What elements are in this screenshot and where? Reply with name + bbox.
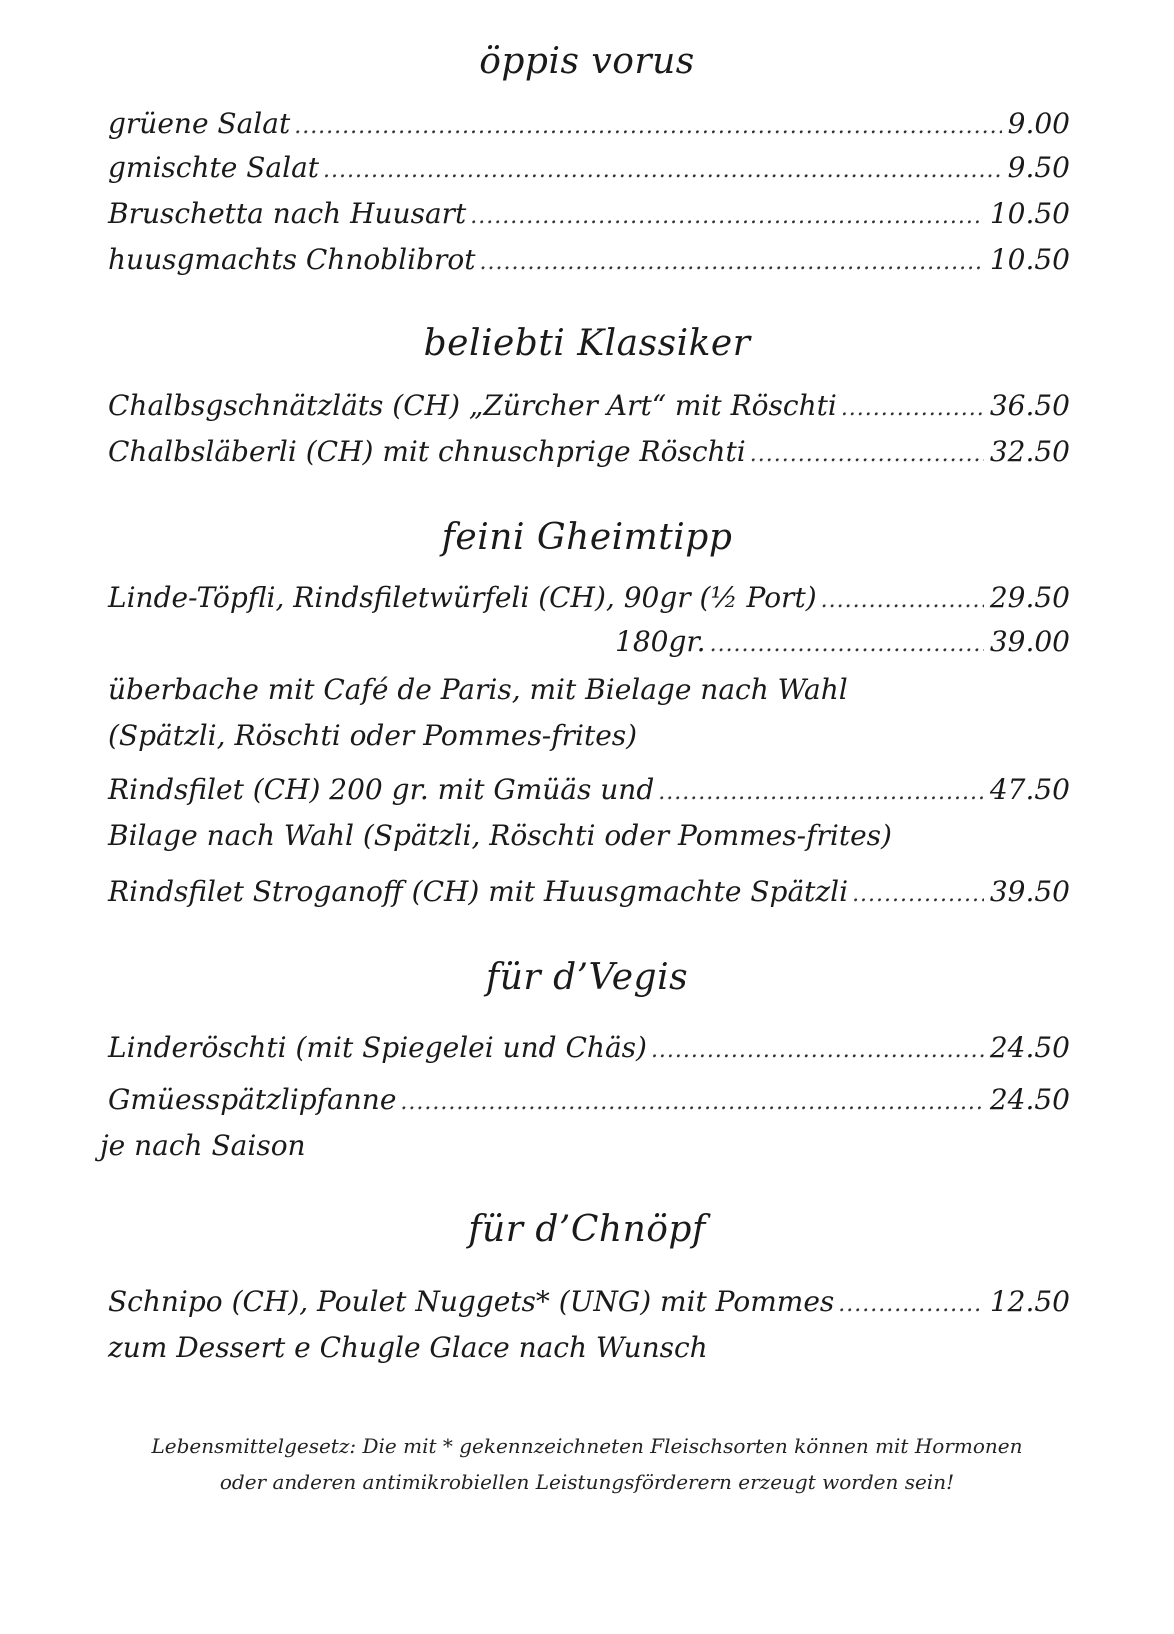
menu-item [108, 1080, 1070, 1120]
item-name: Schnipo (CH), Poulet Nuggets* (UNG) mit Pommes [108, 1285, 835, 1318]
item-price: 39.50 [989, 875, 1070, 908]
item-price: 10.50 [989, 197, 1070, 230]
dot-leader [821, 581, 984, 621]
item-price: 32.50 [989, 435, 1070, 468]
dot-leader [838, 1285, 984, 1325]
menu-item [108, 148, 1070, 188]
dot-leader [479, 243, 983, 283]
item-note: je nach Saison [100, 1129, 306, 1162]
menu-item [108, 104, 1070, 144]
footer-legal-line-2: oder anderen antimikrobiellen Leistungsförderern erzeugt worden sein! [219, 1470, 955, 1494]
dot-leader [470, 197, 984, 237]
item-name: Chalbsläberli (CH) mit chnuschprige Röschti [108, 435, 746, 468]
item-note: überbache mit Café de Paris, mit Bielage nach Wahl [108, 673, 848, 706]
menu-item [108, 194, 1070, 234]
menu-item [108, 432, 1070, 472]
item-price: 36.50 [989, 389, 1070, 422]
item-name: 180gr. [615, 625, 706, 658]
item-name: Chalbsgschnätzläts (CH) „Zürcher Art“ mit Röschti [108, 389, 837, 422]
item-name: gmischte Salat [108, 151, 320, 184]
item-price: 29.50 [989, 581, 1070, 614]
item-price: 10.50 [989, 243, 1070, 276]
item-note: Bilage nach Wahl (Spätzli, Röschti oder Pommes-frites) [108, 819, 892, 852]
dot-leader [323, 151, 1002, 191]
menu-item [108, 1028, 1070, 1068]
item-name: grüene Salat [108, 107, 291, 140]
item-name: Gmüesspätzlipfanne [108, 1083, 397, 1116]
item-price: 47.50 [989, 773, 1070, 806]
menu-item [108, 872, 1070, 912]
item-price: 24.50 [989, 1031, 1070, 1064]
item-note: zum Dessert e Chugle Glace nach Wunsch [108, 1331, 708, 1364]
dot-leader [750, 435, 984, 475]
section-title-starters: öppis vorus [479, 41, 695, 82]
item-name: Rindsfilet (CH) 200 gr. mit Gmüäs und [108, 773, 655, 806]
section-title-tips: feini Gheimtipp [441, 517, 733, 558]
item-price: 24.50 [989, 1083, 1070, 1116]
dot-leader [841, 389, 984, 429]
item-price: 9.50 [1007, 151, 1070, 184]
section-title-kids: für d’Chnöpf [468, 1209, 706, 1250]
dot-leader [294, 107, 1001, 147]
section-title-vegis: für d’Vegis [485, 957, 689, 998]
item-name: huusgmachts Chnoblibrot [108, 243, 476, 276]
section-title-classics: beliebti Klassiker [423, 323, 751, 364]
item-name: Linde-Töpfli, Rindsfiletwürfeli (CH), 90gr (½ Port) [108, 581, 817, 614]
menu-item [108, 240, 1070, 280]
item-name: Bruschetta nach Huusart [108, 197, 467, 230]
menu-item [108, 386, 1070, 426]
dot-leader [651, 1031, 984, 1071]
item-price: 9.00 [1007, 107, 1070, 140]
menu-item [108, 1282, 1070, 1322]
footer-legal-line-1: Lebensmittelgesetz: Die mit * gekennzeichneten Fleischsorten können mit Hormonen [151, 1434, 1023, 1458]
menu-item [108, 770, 1070, 810]
item-price: 12.50 [989, 1285, 1070, 1318]
item-price: 39.00 [989, 625, 1070, 658]
dot-leader [400, 1083, 983, 1123]
dot-leader [852, 875, 984, 915]
dot-leader [658, 773, 984, 813]
dot-leader [710, 625, 984, 665]
menu-item [108, 622, 1070, 662]
menu-item [108, 578, 1070, 618]
item-name: Rindsfilet Stroganoff (CH) mit Huusgmachte Spätzli [108, 875, 849, 908]
item-name: Linderöschti (mit Spiegelei und Chäs) [108, 1031, 647, 1064]
item-note: (Spätzli, Röschti oder Pommes-frites) [108, 719, 638, 752]
